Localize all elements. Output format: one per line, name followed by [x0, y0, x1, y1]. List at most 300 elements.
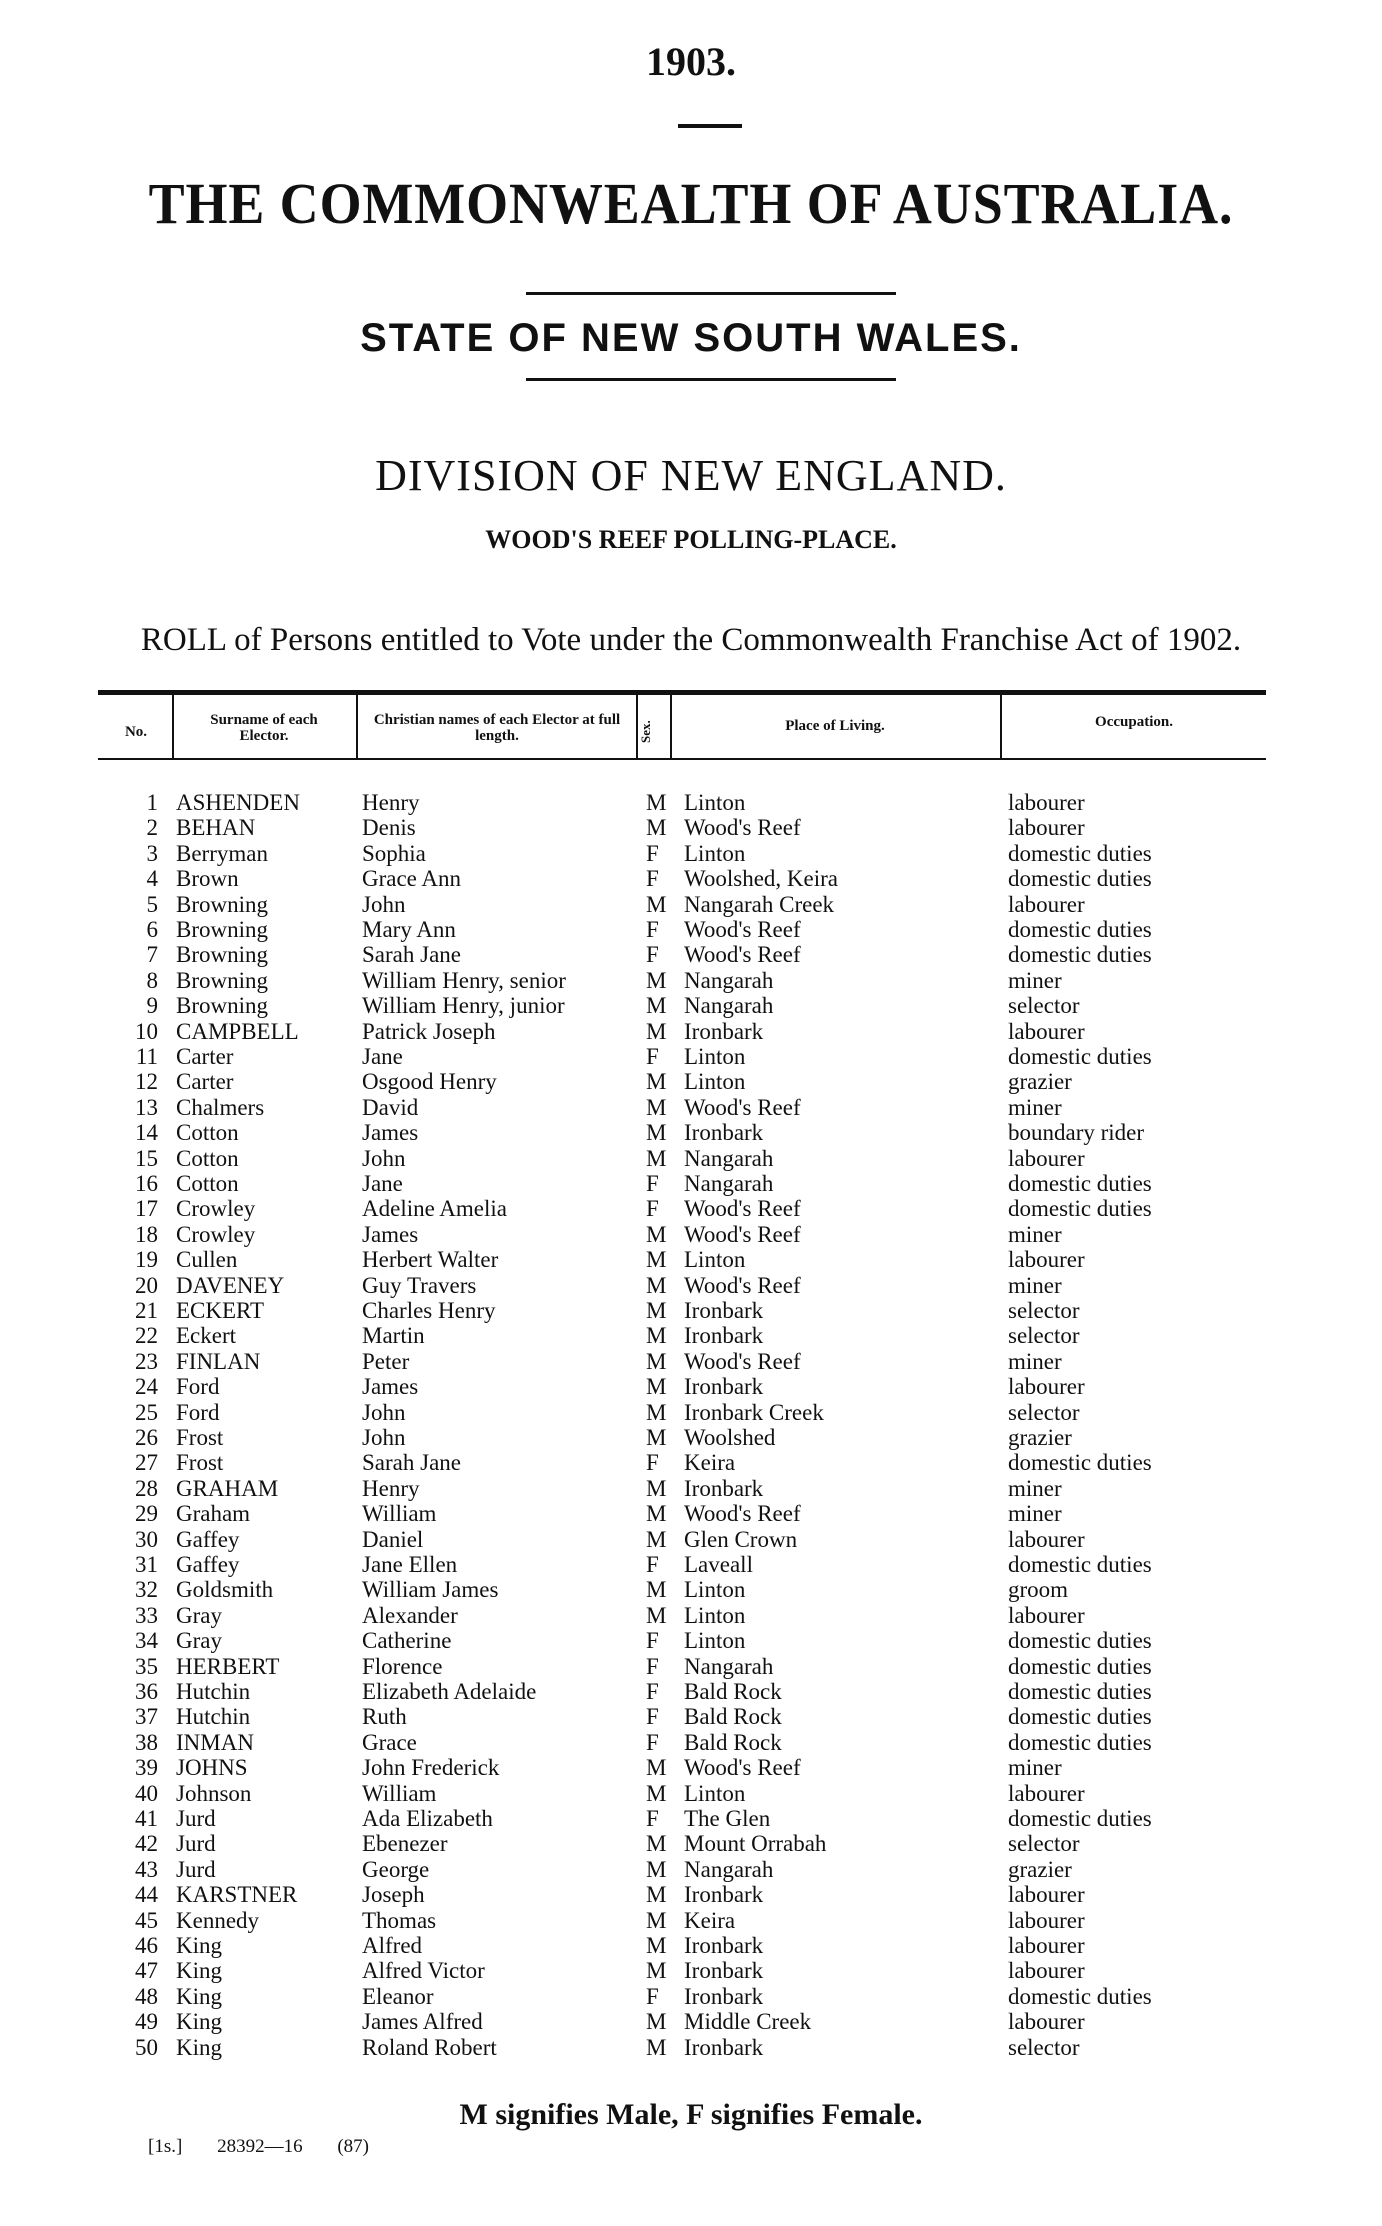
elector-surname: Cullen [176, 1247, 238, 1273]
row-number: 2 [146, 815, 158, 841]
row-number: 31 [135, 1552, 158, 1577]
elector-sex: M [646, 1882, 667, 1908]
occupation: labourer [1008, 1247, 1085, 1273]
elector-sex: M [646, 1094, 667, 1120]
occupation: domestic duties [1008, 1806, 1152, 1831]
elector-sex: F [646, 1552, 659, 1577]
elector-surname: FINLAN [176, 1348, 261, 1374]
occupation: labourer [1008, 891, 1085, 917]
elector-christian-names: Daniel [362, 1526, 424, 1552]
elector-sex: M [646, 1755, 667, 1781]
place-of-living: Linton [684, 840, 746, 866]
occupation: miner [1008, 1475, 1062, 1501]
occupation: selector [1008, 1831, 1080, 1857]
elector-christian-names: George [362, 1856, 430, 1882]
row-number: 26 [135, 1425, 158, 1450]
place-of-living: Wood's Reef [684, 917, 801, 942]
table-row [0, 1222, 1382, 1247]
occupation: selector [1008, 993, 1080, 1019]
place-of-living: Linton [684, 1628, 746, 1654]
sex-legend: M signifies Male, F signifies Female. [459, 2098, 923, 2131]
place-of-living: Mount Orrabah [684, 1831, 827, 1857]
row-number: 9 [146, 993, 158, 1019]
elector-surname: ASHENDEN [176, 790, 300, 815]
elector-surname: King [176, 1983, 222, 2009]
elector-christian-names: William [362, 1501, 437, 1527]
elector-surname: KARSTNER [176, 1882, 298, 1908]
row-number: 32 [135, 1577, 158, 1603]
column-header-place: Place of Living. [785, 718, 885, 734]
elector-christian-names: Charles Henry [362, 1298, 496, 1323]
occupation: grazier [1008, 1856, 1072, 1882]
column-header-surname: Surname of each Elector. [210, 712, 318, 744]
place-of-living: Woolshed, Keira [684, 866, 838, 892]
elector-sex: F [646, 1983, 659, 2009]
row-number: 18 [135, 1221, 158, 1247]
elector-christian-names: John [362, 1425, 406, 1450]
table-row [0, 1349, 1382, 1374]
elector-christian-names: Henry [362, 790, 420, 815]
occupation: miner [1008, 967, 1062, 993]
elector-christian-names: William Henry, junior [362, 993, 565, 1019]
elector-surname: Gaffey [176, 1526, 240, 1552]
table-row [0, 892, 1382, 917]
place-of-living: Nangarah [684, 1653, 774, 1679]
elector-surname: Kennedy [176, 1907, 260, 1933]
row-number: 40 [135, 1780, 158, 1806]
row-number: 5 [146, 891, 158, 917]
table-row [0, 1374, 1382, 1399]
state-heading: STATE OF NEW SOUTH WALES. [360, 316, 1022, 360]
place-of-living: Nangarah [684, 1145, 774, 1171]
footer-price: [1s.] [148, 2136, 183, 2157]
occupation: domestic duties [1008, 1171, 1152, 1196]
elector-sex: M [646, 1120, 667, 1146]
occupation: domestic duties [1008, 1729, 1152, 1755]
elector-sex: M [646, 2009, 667, 2035]
table-row [0, 1552, 1382, 1577]
column-header-christian: Christian names of each Elector at full length. [373, 712, 621, 744]
elector-sex: M [646, 1958, 667, 1984]
elector-sex: M [646, 1526, 667, 1552]
place-of-living: Bald Rock [684, 1729, 782, 1755]
table-row [0, 1527, 1382, 1552]
elector-christian-names: Alfred [362, 1933, 423, 1958]
occupation: grazier [1008, 1069, 1072, 1095]
elector-surname: Frost [176, 1450, 224, 1476]
row-number: 41 [135, 1806, 158, 1831]
table-row [0, 1806, 1382, 1831]
row-number: 12 [135, 1069, 158, 1095]
row-number: 37 [135, 1704, 158, 1730]
elector-sex: M [646, 1069, 667, 1095]
row-number: 27 [135, 1450, 158, 1476]
elector-surname: Browning [176, 891, 268, 917]
elector-christian-names: William Henry, senior [362, 967, 566, 993]
occupation: domestic duties [1008, 840, 1152, 866]
elector-christian-names: Jane [362, 1171, 403, 1196]
elector-sex: M [646, 1374, 667, 1400]
elector-surname: Cotton [176, 1120, 239, 1146]
table-row [0, 1450, 1382, 1475]
elector-sex: F [646, 1729, 659, 1755]
occupation: domestic duties [1008, 942, 1152, 968]
occupation: labourer [1008, 790, 1085, 815]
elector-christian-names: Jane Ellen [362, 1552, 458, 1577]
occupation: selector [1008, 1298, 1080, 1323]
column-header-no: No. [124, 724, 148, 740]
occupation: miner [1008, 1094, 1062, 1120]
year-heading: 1903. [646, 39, 736, 84]
elector-sex: F [646, 1679, 659, 1704]
row-number: 13 [135, 1094, 158, 1120]
place-of-living: Laveall [684, 1552, 753, 1577]
row-number: 28 [135, 1475, 158, 1501]
row-number: 20 [135, 1272, 158, 1298]
elector-surname: GRAHAM [176, 1475, 279, 1501]
elector-surname: Browning [176, 917, 268, 942]
elector-sex: F [646, 1806, 659, 1831]
elector-sex: M [646, 815, 667, 841]
elector-surname: Hutchin [176, 1679, 251, 1704]
row-number: 6 [146, 917, 158, 942]
occupation: domestic duties [1008, 1983, 1152, 2009]
table-row [0, 1704, 1382, 1729]
elector-surname: Jurd [176, 1806, 216, 1831]
row-number: 17 [135, 1196, 158, 1222]
elector-christian-names: Thomas [362, 1907, 437, 1933]
footer-number: (87) [337, 2136, 369, 2157]
elector-surname: Jurd [176, 1831, 216, 1857]
elector-sex: M [646, 1399, 667, 1425]
elector-sex: M [646, 1501, 667, 1527]
elector-sex: F [646, 866, 659, 892]
elector-christian-names: Alfred Victor [362, 1958, 485, 1984]
occupation: labourer [1008, 1526, 1085, 1552]
elector-christian-names: Jane [362, 1044, 403, 1069]
elector-surname: ECKERT [176, 1298, 265, 1323]
row-number: 21 [135, 1298, 158, 1323]
row-number: 29 [135, 1501, 158, 1527]
elector-sex: M [646, 790, 667, 815]
elector-surname: JOHNS [176, 1755, 248, 1781]
elector-surname: Gaffey [176, 1552, 240, 1577]
place-of-living: Linton [684, 1602, 746, 1628]
elector-surname: King [176, 2034, 222, 2060]
row-number: 22 [135, 1323, 158, 1349]
table-row [0, 1247, 1382, 1272]
place-of-living: Ironbark [684, 1983, 764, 2009]
column-header-occupation: Occupation. [1095, 714, 1173, 730]
elector-sex: M [646, 1933, 667, 1958]
table-row [0, 1476, 1382, 1501]
place-of-living: Keira [684, 1907, 736, 1933]
table-row [0, 1146, 1382, 1171]
row-number: 49 [135, 2009, 158, 2035]
elector-surname: Gray [176, 1602, 222, 1628]
elector-surname: King [176, 1933, 222, 1958]
row-number: 39 [135, 1755, 158, 1781]
table-row [0, 1908, 1382, 1933]
row-number: 36 [135, 1679, 158, 1704]
elector-christian-names: William James [362, 1577, 499, 1603]
place-of-living: Wood's Reef [684, 1348, 801, 1374]
elector-surname: BEHAN [176, 815, 256, 841]
row-number: 19 [135, 1247, 158, 1273]
elector-christian-names: Sophia [362, 840, 426, 866]
row-number: 24 [135, 1374, 158, 1400]
elector-sex: F [646, 1196, 659, 1222]
table-row [0, 1019, 1382, 1044]
elector-surname: INMAN [176, 1729, 254, 1755]
occupation: selector [1008, 1399, 1080, 1425]
divider [678, 124, 742, 128]
elector-surname: Carter [176, 1044, 234, 1069]
elector-christian-names: Herbert Walter [362, 1247, 499, 1273]
elector-christian-names: David [362, 1094, 419, 1120]
elector-christian-names: Patrick Joseph [362, 1018, 496, 1044]
printer-footer [148, 2136, 369, 2158]
elector-sex: M [646, 1247, 667, 1273]
row-number: 30 [135, 1526, 158, 1552]
elector-christian-names: Ebenezer [362, 1831, 448, 1857]
roll-caption: ROLL of Persons entitled to Vote under the Commonwealth Franchise Act of 1902. [140, 622, 1242, 658]
row-number: 15 [135, 1145, 158, 1171]
elector-sex: F [646, 1628, 659, 1654]
place-of-living: Keira [684, 1450, 736, 1476]
row-number: 38 [135, 1729, 158, 1755]
table-rule-top [98, 690, 1266, 695]
row-number: 8 [146, 967, 158, 993]
table-row [0, 1603, 1382, 1628]
footer-code: 28392—16 [217, 2136, 303, 2157]
place-of-living: Nangarah Creek [684, 891, 835, 917]
row-number: 4 [146, 866, 158, 892]
document-title: THE COMMONWEALTH OF AUSTRALIA. [148, 171, 1234, 236]
occupation: miner [1008, 1501, 1062, 1527]
elector-christian-names: Roland Robert [362, 2034, 497, 2060]
table-row [0, 1044, 1382, 1069]
elector-christian-names: John [362, 1399, 406, 1425]
elector-surname: HERBERT [176, 1653, 280, 1679]
elector-sex: M [646, 1907, 667, 1933]
occupation: labourer [1008, 1018, 1085, 1044]
occupation: domestic duties [1008, 1552, 1152, 1577]
place-of-living: Ironbark [684, 1958, 764, 1984]
occupation: domestic duties [1008, 917, 1152, 942]
elector-sex: M [646, 1475, 667, 1501]
elector-sex: M [646, 967, 667, 993]
occupation: labourer [1008, 1780, 1085, 1806]
table-row [0, 1120, 1382, 1145]
elector-surname: Graham [176, 1501, 251, 1527]
occupation: miner [1008, 1348, 1062, 1374]
place-of-living: Ironbark [684, 1882, 764, 1908]
occupation: labourer [1008, 1374, 1085, 1400]
row-number: 14 [135, 1120, 158, 1146]
elector-christian-names: Sarah Jane [362, 942, 461, 968]
row-number: 1 [146, 790, 158, 815]
occupation: miner [1008, 1755, 1062, 1781]
elector-christian-names: Denis [362, 815, 416, 841]
division-heading: DIVISION OF NEW ENGLAND. [375, 451, 1007, 500]
elector-sex: M [646, 1323, 667, 1349]
elector-christian-names: John Frederick [362, 1755, 500, 1781]
row-number: 48 [135, 1983, 158, 2009]
column-divider [356, 695, 358, 758]
place-of-living: Wood's Reef [684, 1501, 801, 1527]
occupation: labourer [1008, 1907, 1085, 1933]
table-row [0, 1654, 1382, 1679]
row-number: 45 [135, 1907, 158, 1933]
elector-sex: M [646, 891, 667, 917]
elector-christian-names: Eleanor [362, 1983, 434, 2009]
table-row [0, 968, 1382, 993]
divider [526, 378, 896, 381]
place-of-living: Ironbark [684, 1323, 764, 1349]
elector-surname: Hutchin [176, 1704, 251, 1730]
table-row [0, 790, 1382, 815]
elector-sex: M [646, 1018, 667, 1044]
place-of-living: Glen Crown [684, 1526, 798, 1552]
place-of-living: Bald Rock [684, 1679, 782, 1704]
occupation: selector [1008, 2034, 1080, 2060]
elector-surname: Browning [176, 942, 268, 968]
row-number: 10 [135, 1018, 158, 1044]
place-of-living: Wood's Reef [684, 1221, 801, 1247]
table-row [0, 1095, 1382, 1120]
table-row [0, 2009, 1382, 2034]
row-number: 50 [135, 2034, 158, 2060]
elector-christian-names: Grace [362, 1729, 417, 1755]
elector-surname: Eckert [176, 1323, 237, 1349]
place-of-living: Ironbark [684, 2034, 764, 2060]
elector-sex: M [646, 1425, 667, 1450]
elector-sex: F [646, 1044, 659, 1069]
elector-sex: M [646, 1221, 667, 1247]
table-row [0, 1882, 1382, 1907]
place-of-living: Nangarah [684, 967, 774, 993]
elector-christian-names: Grace Ann [362, 866, 461, 892]
occupation: labourer [1008, 1933, 1085, 1958]
column-divider [172, 695, 174, 758]
elector-sex: M [646, 1780, 667, 1806]
elector-christian-names: Alexander [362, 1602, 458, 1628]
elector-christian-names: Elizabeth Adelaide [362, 1679, 537, 1704]
place-of-living: Nangarah [684, 993, 774, 1019]
table-row [0, 993, 1382, 1018]
elector-surname: Jurd [176, 1856, 216, 1882]
row-number: 7 [146, 942, 158, 968]
elector-sex: F [646, 917, 659, 942]
row-number: 33 [135, 1602, 158, 1628]
place-of-living: Linton [684, 1044, 746, 1069]
place-of-living: The Glen [684, 1806, 771, 1831]
elector-christian-names: Florence [362, 1653, 443, 1679]
place-of-living: Nangarah [684, 1856, 774, 1882]
elector-sex: M [646, 1145, 667, 1171]
row-number: 44 [135, 1882, 158, 1908]
table-row [0, 1730, 1382, 1755]
elector-surname: Frost [176, 1425, 224, 1450]
elector-christian-names: John [362, 1145, 406, 1171]
elector-surname: Ford [176, 1399, 220, 1425]
table-row [0, 1679, 1382, 1704]
row-number: 23 [135, 1348, 158, 1374]
elector-sex: F [646, 942, 659, 968]
elector-sex: M [646, 1831, 667, 1857]
elector-sex: M [646, 1348, 667, 1374]
place-of-living: Ironbark [684, 1933, 764, 1958]
table-row [0, 1958, 1382, 1983]
elector-surname: Browning [176, 993, 268, 1019]
occupation: labourer [1008, 1145, 1085, 1171]
elector-christian-names: James Alfred [362, 2009, 483, 2035]
elector-surname: King [176, 1958, 222, 1984]
place-of-living: Linton [684, 1780, 746, 1806]
table-row [0, 1501, 1382, 1526]
place-of-living: Ironbark [684, 1018, 764, 1044]
table-row [0, 1323, 1382, 1348]
occupation: boundary rider [1008, 1120, 1145, 1146]
elector-christian-names: Adeline Amelia [362, 1196, 507, 1222]
elector-surname: DAVENEY [176, 1272, 285, 1298]
row-number: 34 [135, 1628, 158, 1654]
elector-sex: F [646, 840, 659, 866]
occupation: domestic duties [1008, 1450, 1152, 1476]
elector-christian-names: Mary Ann [362, 917, 456, 942]
table-row [0, 1781, 1382, 1806]
row-number: 35 [135, 1653, 158, 1679]
place-of-living: Wood's Reef [684, 1755, 801, 1781]
occupation: labourer [1008, 1602, 1085, 1628]
elector-christian-names: James [362, 1120, 419, 1146]
elector-christian-names: Peter [362, 1348, 410, 1374]
elector-christian-names: Joseph [362, 1882, 425, 1908]
place-of-living: Wood's Reef [684, 815, 801, 841]
elector-christian-names: Guy Travers [362, 1272, 477, 1298]
elector-surname: Crowley [176, 1196, 256, 1222]
elector-christian-names: Catherine [362, 1628, 452, 1654]
elector-surname: Browning [176, 967, 268, 993]
occupation: domestic duties [1008, 1196, 1152, 1222]
elector-surname: Cotton [176, 1171, 239, 1196]
occupation: labourer [1008, 2009, 1085, 2035]
table-row [0, 2035, 1382, 2060]
elector-christian-names: Ruth [362, 1704, 407, 1730]
place-of-living: Linton [684, 1247, 746, 1273]
elector-christian-names: Henry [362, 1475, 420, 1501]
elector-surname: Crowley [176, 1221, 256, 1247]
place-of-living: Wood's Reef [684, 1196, 801, 1222]
occupation: domestic duties [1008, 1679, 1152, 1704]
elector-surname: Ford [176, 1374, 220, 1400]
table-row [0, 1628, 1382, 1653]
elector-sex: F [646, 1653, 659, 1679]
elector-surname: Johnson [176, 1780, 252, 1806]
place-of-living: Bald Rock [684, 1704, 782, 1730]
elector-surname: Carter [176, 1069, 234, 1095]
occupation: grazier [1008, 1425, 1072, 1450]
table-row [0, 1755, 1382, 1780]
place-of-living: Linton [684, 1577, 746, 1603]
table-row [0, 1298, 1382, 1323]
elector-sex: M [646, 1856, 667, 1882]
polling-place-heading: WOOD'S REEF POLLING-PLACE. [485, 525, 897, 554]
elector-sex: M [646, 1272, 667, 1298]
occupation: labourer [1008, 1958, 1085, 1984]
elector-christian-names: William [362, 1780, 437, 1806]
